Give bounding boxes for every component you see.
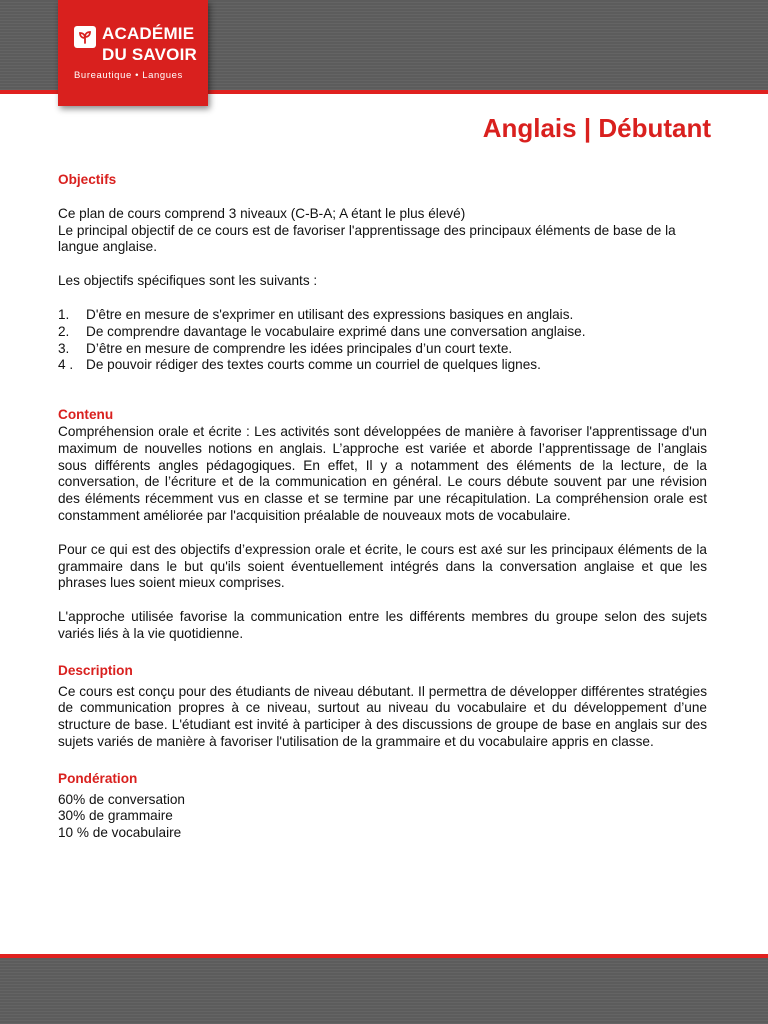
list-item: 1. D'être en mesure de s'exprimer en utilisant des expressions basiques en anglais. bbox=[58, 306, 574, 322]
logo-line-1: ACADÉMIE bbox=[102, 24, 195, 43]
document-body bbox=[58, 172, 707, 842]
contenu-paragraph-2: Pour ce qui est des objectifs d’expression orale et écrite, le cours est axé sur les principaux éléments de la grammaire dans le but qu'ils soient éventuellement intégrés dans la conversation anglaise et que les phrases lues soient mieux comprises. bbox=[58, 541, 707, 591]
objectifs-intro-2: Le principal objectif de ce cours est de favoriser l'apprentissage des principaux éléments de base de la langue anglaise. bbox=[58, 222, 676, 255]
objectifs-intro-3: Les objectifs spécifiques sont les suivants : bbox=[58, 273, 318, 289]
objectifs-list bbox=[58, 307, 707, 374]
footer-band bbox=[0, 958, 768, 1024]
section-heading-description: Description bbox=[58, 662, 133, 678]
section-heading-ponderation: Pondération bbox=[58, 770, 138, 786]
logo-emblem-icon bbox=[74, 26, 96, 48]
ponderation-line: 60% de conversation bbox=[58, 791, 185, 807]
page-title: Anglais | Débutant bbox=[482, 113, 711, 143]
contenu-paragraph-3: L'approche utilisée favorise la communication entre les différents membres du groupe selon des sujets variés liés à la vie quotidienne. bbox=[58, 609, 707, 641]
list-item: 4 . De pouvoir rédiger des textes courts comme un courriel de quelques lignes. bbox=[58, 357, 541, 373]
list-item: 2. De comprendre davantage le vocabulaire exprimé dans une conversation anglaise. bbox=[58, 323, 586, 339]
logo-tagline: Bureautique • Langues bbox=[74, 70, 183, 81]
section-heading-contenu: Contenu bbox=[58, 407, 114, 423]
ponderation-line: 10 % de vocabulaire bbox=[58, 825, 182, 841]
logo bbox=[58, 0, 208, 106]
objectifs-intro-1: Ce plan de cours comprend 3 niveaux (C-B-A; A étant le plus élevé) bbox=[58, 205, 466, 221]
logo-line-2: DU SAVOIR bbox=[102, 45, 197, 64]
contenu-paragraph-1: Compréhension orale et écrite : Les activités sont développées de manière à favoriser l'apprentissage d'un maximum de nouvelles notions en anglais. L’approche est variée et aborde l’apprentissage de l’anglais sous différents angles pédagogiques. En effet, Il y a notamment des éléments de la lecture, de la conversation, de l’écriture et de la communication en général. Le cours débute souvent par une révision des éléments récemment vus en classe et se termine par une récapitulation. La compréhension orale est constamment améliorée par l'acquisition préalable de nouveaux mots de vocabulaire. bbox=[58, 423, 707, 523]
description-paragraph: Ce cours est conçu pour des étudiants de niveau débutant. Il permettra de développer différentes stratégies de communication propres à ce niveau, surtout au niveau du vocabulaire et du développement d’une structure de base. L'étudiant est invité à participer à des discussions de groupe de base en anglais sur des sujets variés de manière à favoriser l'utilisation de la grammaire et du vocabulaire appris en classe. bbox=[58, 683, 707, 749]
ponderation-line: 30% de grammaire bbox=[58, 808, 173, 824]
section-heading-objectifs: Objectifs bbox=[58, 172, 117, 187]
list-item: 3. D’être en mesure de comprendre les idées principales d’un court texte. bbox=[58, 340, 513, 356]
